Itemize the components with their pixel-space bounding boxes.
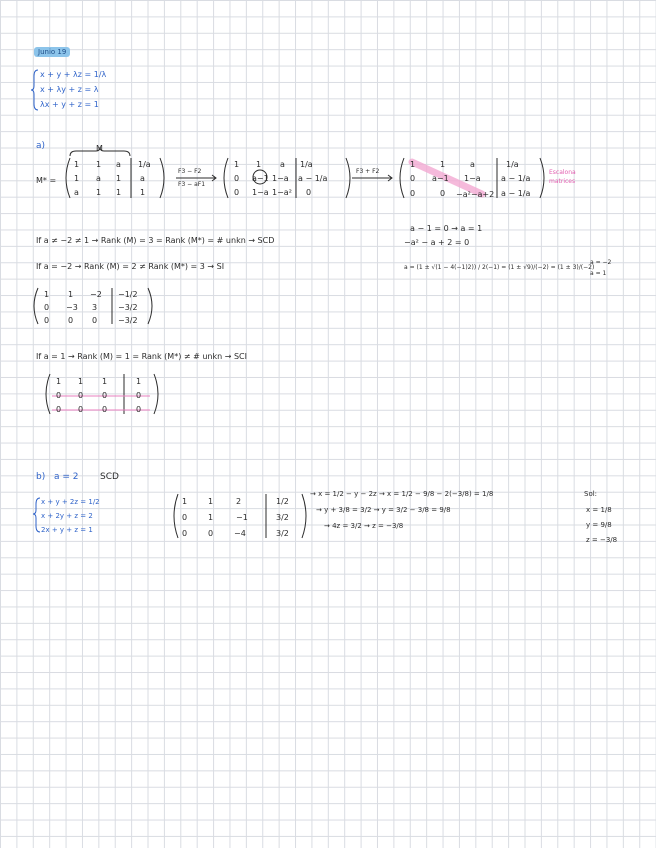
m6-cell: 0 <box>182 529 188 538</box>
back-sub-step-2: → y + 3/8 = 3/2 → y = 3/2 − 3/8 = 9/8 <box>316 506 451 514</box>
m3-cell: 1 <box>410 160 416 169</box>
m6-cell: 2 <box>236 497 242 506</box>
m4-cell: 1 <box>68 290 74 299</box>
m1-cell: 1 <box>116 188 122 197</box>
case-3: If a = 1 → Rank (M) = 1 = Rank (M*) ≠ # unkn → SCI <box>36 352 247 361</box>
m2-cell: 1 <box>234 160 240 169</box>
solution-x: x = 1/8 <box>586 506 612 514</box>
m2-cell: 1 <box>256 160 262 169</box>
m5-cell: 0 <box>56 391 62 400</box>
m1-cell: 1 <box>140 188 146 197</box>
m2-cell: 1−a <box>252 188 269 197</box>
m6-cell: 0 <box>208 529 214 538</box>
m1-cell: 1 <box>96 160 102 169</box>
m4-cell: 0 <box>92 316 98 325</box>
m4-cell: −1/2 <box>118 290 138 299</box>
m2-cell: 0 <box>306 188 312 197</box>
m1-cell: 1 <box>74 174 80 183</box>
m6-cell: 1 <box>208 497 214 506</box>
side-root-1: a = −2 <box>590 259 612 266</box>
solution-y: y = 9/8 <box>586 521 612 529</box>
m2-cell: 0 <box>234 188 240 197</box>
m6-cell: 3/2 <box>276 513 289 522</box>
m3-cell: a−1 <box>432 174 449 183</box>
row-op-1-top: F3 − F2 <box>178 168 202 175</box>
m4-cell: 0 <box>68 316 74 325</box>
side-calc-2: −a² − a + 2 = 0 <box>404 238 470 247</box>
m4-cell: 3 <box>92 303 98 312</box>
side-calc-1: a − 1 = 0 → a = 1 <box>410 224 483 233</box>
m1-cell: a <box>96 174 101 183</box>
solution-z: z = −3/8 <box>586 536 618 544</box>
m4-cell: 0 <box>44 316 50 325</box>
m3-cell: 0 <box>410 174 416 183</box>
m3-cell: 1 <box>440 160 446 169</box>
m6-cell: 1 <box>208 513 214 522</box>
row-op-1-bottom: F3 − aF1 <box>178 181 206 188</box>
part-b-type: SCD <box>100 472 119 482</box>
m3-cell: −a²−a+2 <box>456 190 495 199</box>
m3-cell: 0 <box>410 189 416 198</box>
m3-cell: a − 1/a <box>501 174 531 183</box>
m5-cell: 0 <box>136 405 142 414</box>
m1-cell: 1 <box>96 188 102 197</box>
m5-cell: 0 <box>56 405 62 414</box>
m2-cell: 0 <box>234 174 240 183</box>
m5-cell: 1 <box>136 377 142 386</box>
m3-cell: 1−a <box>464 174 481 183</box>
m2-cell: a <box>280 160 285 169</box>
m4-cell: 0 <box>44 303 50 312</box>
m2-cell: 1−a² <box>272 188 292 197</box>
case-1: If a ≠ −2 ≠ 1 → Rank (M) = 3 = Rank (M*) = # unkn → SCD <box>36 236 275 245</box>
system-eq-1: x + y + λz = 1/λ <box>40 70 107 79</box>
m3-cell: 1/a <box>506 160 519 169</box>
part-b-condition: a = 2 <box>54 472 79 482</box>
m5-cell: 0 <box>102 391 108 400</box>
side-calc-3: a = (1 ± √(1 − 4(−1)2)) / 2(−1) = (1 ± √9)/(−2) = (1 ± 3)/(−2) <box>404 264 595 271</box>
m1-cell: 1 <box>116 174 122 183</box>
m1-cell: 1 <box>74 160 80 169</box>
m6-cell: −1 <box>236 513 248 522</box>
m6-cell: −4 <box>234 529 246 538</box>
m1-cell: a <box>116 160 121 169</box>
system-eq-2: x + λy + z = λ <box>40 85 99 94</box>
m4-cell: −3 <box>66 303 78 312</box>
m4-cell: −3/2 <box>118 303 138 312</box>
case-2: If a = −2 → Rank (M) = 2 ≠ Rank (M*) = 3 → SI <box>36 262 225 271</box>
m-label: M <box>96 144 103 153</box>
m6-cell: 1/2 <box>276 497 289 506</box>
system-eq-3: λx + y + z = 1 <box>40 100 99 109</box>
m5-cell: 0 <box>136 391 142 400</box>
m1-cell: a <box>74 188 79 197</box>
m6-cell: 0 <box>182 513 188 522</box>
m1-cell: a <box>140 174 145 183</box>
m2-cell: a − 1/a <box>298 174 328 183</box>
part-b-eq-2: x + 2y + z = 2 <box>41 512 93 520</box>
m3-cell: 0 <box>440 189 446 198</box>
back-sub-step-1: → x = 1/2 − y − 2z → x = 1/2 − 9/8 − 2(−3/8) = 1/8 <box>310 490 494 498</box>
m3-cell: a − 1/a <box>501 189 531 198</box>
m2-cell: 1/a <box>300 160 313 169</box>
m5-cell: 1 <box>56 377 62 386</box>
pink-note: Escalona matrices <box>549 169 576 185</box>
m5-cell: 1 <box>102 377 108 386</box>
m6-cell: 1 <box>182 497 188 506</box>
row-op-2: F3 + F2 <box>356 168 380 175</box>
back-sub-step-3: → 4z = 3/2 → z = −3/8 <box>324 522 404 530</box>
m5-cell: 0 <box>78 391 84 400</box>
part-b-eq-1: x + y + 2z = 1/2 <box>41 498 100 506</box>
part-b-label: b) <box>36 472 46 482</box>
mstar-label: M* = <box>36 176 57 185</box>
m3-cell: a <box>470 160 475 169</box>
m5-cell: 1 <box>78 377 84 386</box>
m2-cell: a−1 <box>252 174 269 183</box>
date-tag: Junio 19 <box>34 47 70 57</box>
side-root-2: a = 1 <box>590 270 607 277</box>
m2-cell: 1−a <box>272 174 289 183</box>
m4-cell: −3/2 <box>118 316 138 325</box>
m1-cell: 1/a <box>138 160 151 169</box>
part-b-eq-3: 2x + y + z = 1 <box>41 526 93 534</box>
m6-cell: 3/2 <box>276 529 289 538</box>
part-a-label: a) <box>36 141 46 151</box>
m5-cell: 0 <box>102 405 108 414</box>
m5-cell: 0 <box>78 405 84 414</box>
m4-cell: 1 <box>44 290 50 299</box>
solution-label: Sol: <box>584 490 598 498</box>
m4-cell: −2 <box>90 290 102 299</box>
